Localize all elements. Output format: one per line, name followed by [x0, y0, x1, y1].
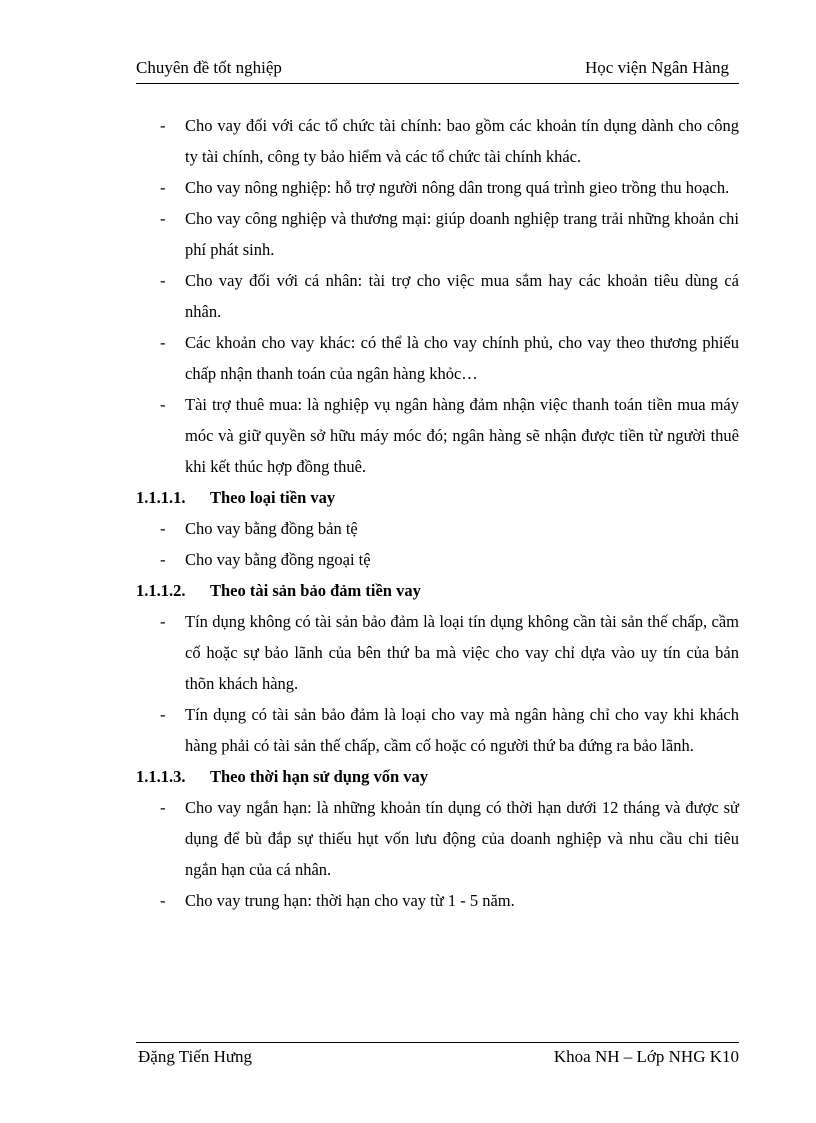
list-item: [136, 110, 739, 172]
list-item-text: Các khoản cho vay khác: có thể là cho vay chính phủ, cho vay theo thương phiếu chấp nhận thanh toán của ngân hàng khỏc…: [185, 333, 739, 383]
bullet-dash: -: [160, 612, 166, 631]
list-item-text: Tài trợ thuê mua: là nghiệp vụ ngân hàng đảm nhận việc thanh toán tiền mua máy móc và giữ quyền sở hữu máy móc đó; ngân hàng sẽ nhận được tiền từ người thuê khi kết thúc hợp đồng thuê.: [185, 395, 739, 476]
section-number: 1.1.1.3.: [136, 767, 186, 786]
bullet-dash: -: [160, 891, 166, 910]
list-item: [136, 172, 739, 203]
list-item-text: Cho vay nông nghiệp: hỗ trợ người nông dân trong quá trình gieo trồng thu hoạch.: [185, 178, 730, 197]
footer-divider: [136, 1042, 739, 1043]
loan-types-list: [136, 110, 739, 482]
header-institution: Học viện Ngân Hàng: [585, 58, 729, 77]
section-number: 1.1.1.2.: [136, 581, 186, 600]
list-item-text: Cho vay bằng đồng ngoại tệ: [185, 550, 371, 569]
bullet-dash: -: [160, 271, 166, 290]
currency-list: [136, 513, 739, 575]
list-item: [136, 513, 739, 544]
list-item: [136, 265, 739, 327]
bullet-dash: -: [160, 798, 166, 817]
list-item-text: Cho vay bằng đồng bản tệ: [185, 519, 358, 538]
section-title: Theo loại tiền vay: [210, 488, 336, 507]
section-heading-collateral: [136, 575, 739, 606]
bullet-dash: -: [160, 333, 166, 352]
list-item-text: Cho vay ngắn hạn: là những khoản tín dụng có thời hạn dưới 12 tháng và được sử dụng để bù đắp sự thiếu hụt vốn lưu động của doanh nghiệp và nhu cầu chi tiêu ngắn hạn của cá nhân.: [185, 798, 739, 879]
bullet-dash: -: [160, 395, 166, 414]
footer-class: Khoa NH – Lớp NHG K10: [553, 1047, 739, 1066]
bullet-dash: -: [160, 550, 166, 569]
list-item: [136, 792, 739, 885]
list-item-text: Cho vay trung hạn: thời hạn cho vay từ 1 - 5 năm.: [185, 891, 515, 910]
document-body: [136, 110, 739, 916]
header-divider: [136, 83, 739, 84]
page-footer: [136, 1046, 739, 1068]
bullet-dash: -: [160, 116, 166, 135]
collateral-list: [136, 606, 739, 761]
bullet-dash: -: [160, 705, 166, 724]
section-title: Theo tài sản bảo đảm tiền vay: [210, 581, 421, 600]
bullet-dash: -: [160, 519, 166, 538]
list-item: [136, 389, 739, 482]
list-item-text: Cho vay đối với cá nhân: tài trợ cho việc mua sắm hay các khoản tiêu dùng cá nhân.: [185, 271, 739, 321]
section-number: 1.1.1.1.: [136, 488, 186, 507]
list-item: [136, 544, 739, 575]
header-document-title: Chuyên đề tốt nghiệp: [136, 58, 282, 77]
list-item: [136, 699, 739, 761]
list-item-text: Cho vay công nghiệp và thương mại: giúp doanh nghiệp trang trải những khoản chi phí phát sinh.: [185, 209, 739, 259]
list-item-text: Cho vay đối với các tổ chức tài chính: bao gồm các khoản tín dụng dành cho công ty tài chính, công ty bảo hiểm và các tổ chức tài chính khác.: [185, 116, 739, 166]
list-item: [136, 203, 739, 265]
section-heading-term: [136, 761, 739, 792]
list-item-text: Tín dụng có tài sản bảo đảm là loại cho vay mà ngân hàng chỉ cho vay khi khách hàng phải có tài sản thế chấp, cầm cố hoặc có người thứ ba đứng ra bảo lãnh.: [185, 705, 739, 755]
term-list: [136, 792, 739, 916]
list-item: [136, 606, 739, 699]
list-item: [136, 885, 739, 916]
bullet-dash: -: [160, 178, 166, 197]
bullet-dash: -: [160, 209, 166, 228]
section-title: Theo thời hạn sử dụng vốn vay: [210, 767, 429, 786]
list-item: [136, 327, 739, 389]
page-header: [136, 58, 739, 82]
list-item-text: Tín dụng không có tài sản bảo đảm là loại tín dụng không cần tài sản thế chấp, cầm cố hoặc sự bảo lãnh của bên thứ ba mà việc cho vay chỉ dựa vào uy tín của bản thõn khách hàng.: [185, 612, 739, 693]
section-heading-currency: [136, 482, 739, 513]
footer-author: Đặng Tiến Hưng: [138, 1047, 253, 1066]
